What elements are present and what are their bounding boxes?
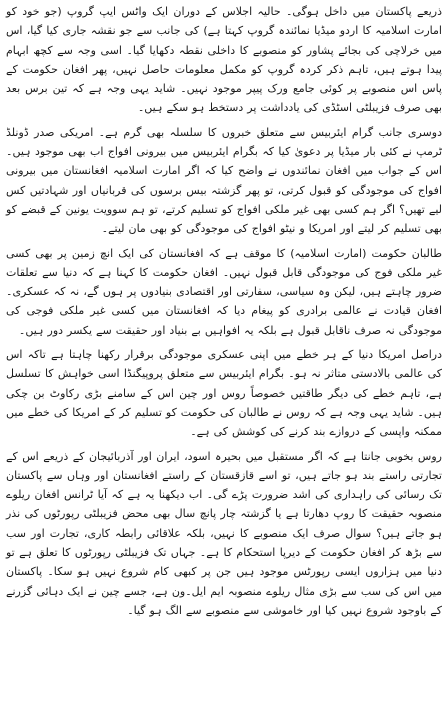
article-paragraph-4: دراصل امریکا دنیا کے ہر خطے میں اپنی عسکری موجودگی برقرار رکھنا چاہتا ہے تاکہ اس کی عالمی بالادستی متاثر نہ ہو۔ بگرام ایئربیس سے متعلق پروپیگنڈا اسی خواہش کا تسلسل ہے، تاہم خطے کی دیگر طاقتیں خصوصاً روس اور چین اس کے سامنے بڑی رکاوٹ بن چکی ہیں۔ شاید یہی وجہ ہے کہ روس نے طالبان کی حکومت کو تسلیم کر کے امریکا کی خطے میں ممکنہ واپسی کے دروازے بند کرنے کی کوشش کی ہے۔ (6, 348, 442, 439)
article-paragraph-1: ذریعے پاکستان میں داخل ہوگی۔ حالیہ اجلاس کے دوران ایک واٹس ایپ گروپ (جو خود کو امارت اسلامیہ کا اردو میڈیا نمائندہ گروپ کہتا ہے) کی جانب سے جو نقشہ جاری کیا گیا، اس میں خرلاچی کی بجائے پشاور کو منصوبے کا داخلی نقطہ دکھایا گیا۔ اسی وجہ سے کچھ ابہام پیدا ہوتے ہیں، تاہم ذکر کردہ گروپ کو مکمل معلومات حاصل نہیں، پھر افغان حکومت کے پاس اس منصوبے پر کوئی جامع ورک پیپر موجود نہیں۔ شاید یہی وجہ ہے کہ تین برس بعد بھی صرف فزیبلٹی اسٹڈی کی یادداشت پر دستخط ہو سکے ہیں۔ (6, 5, 442, 115)
article-paragraph-2: دوسری جانب گرام ایئربیس سے متعلق خبروں کا سلسلہ بھی گرم ہے۔ امریکی صدر ڈونلڈ ٹرمپ نے کئی بار میڈیا پر دعویٰ کیا کہ بگرام ایئربیس میں بیرونی افواج اب بھی موجود ہیں۔ اس کے جواب میں افغان نمائندوں نے واضح کیا کہ اگر امارت اسلامیہ افغانستان میں بیرونی افواج کی موجودگی کو قبول کرتی، تو پھر گزشتہ بیس برسوں کی قربانیاں اور شہادتیں کس لیے تھیں؟ اگر ہم کسی بھی غیر ملکی افواج کو تسلیم کرتے، تو ہم سوویت یونین کے قبضے کو بھی تسلیم کر لیتے اور امریکا و نیٹو افواج کی موجودگی کو بھی مان لیتے۔ (6, 125, 442, 236)
article-paragraph-3: طالبان حکومت (امارت اسلامیہ) کا موقف ہے کہ افغانستان کی ایک انچ زمین پر بھی کسی غیر ملکی فوج کی موجودگی قابل قبول نہیں۔ افغان حکومت کا کہنا ہے کہ دنیا سے تعلقات ضرور چاہتے ہیں، لیکن وہ سیاسی، سفارتی اور اقتصادی بنیادوں پر ہوں گے، نہ کہ عسکری۔ افغان قیادت نے عالمی برادری کو پیغام دیا کہ افغانستان میں کسی غیر ملکی فوجی کی موجودگی نہ صرف ناقابل قبول ہے بلکہ یہ افواہیں بے بنیاد اور حقیقت سے یکسر دور ہیں۔ (6, 246, 442, 337)
article-paragraph-5: روس بخوبی جانتا ہے کہ اگر مستقبل میں بحیرہ اسود، ایران اور آذربائیجان کے ذریعے اس کے تجارتی راستے بند ہو جاتے ہیں، تو اسے قازقستان کے راستے افغانستان اور وہاں سے پاکستان تک رسائی کی راہداری کی اشد ضرورت پڑے گی۔ اب دیکھنا یہ ہے کہ آیا ٹرانس افغان ریلوے منصوبہ حقیقت کا روپ دھارتا ہے یا گزشتہ چار پانچ سال بھی محض فزیبلٹی رپورٹوں کی نذر ہو جاتے ہیں؟ سوال صرف ایک منصوبے کا نہیں، بلکہ علاقائی رابطہ کاری، تجارت اور سب سے بڑھ کر افغان حکومت کے دیرپا استحکام کا ہے۔ جہاں تک فزیبلٹی رپورٹوں کا تعلق ہے تو دنیا میں ہزاروں ایسی رپورٹس موجود ہیں جن پر کبھی کام شروع نہیں ہو سکا۔ پاکستان میں اس کی سب سے بڑی مثال ریلوے منصوبہ ایم ایل۔ون ہے، جسے چین نے ایک دہائی گزرنے کے باوجود شروع نہیں کیا اور خاموشی سے منصوبے سے الگ ہو گیا۔ (6, 449, 442, 617)
